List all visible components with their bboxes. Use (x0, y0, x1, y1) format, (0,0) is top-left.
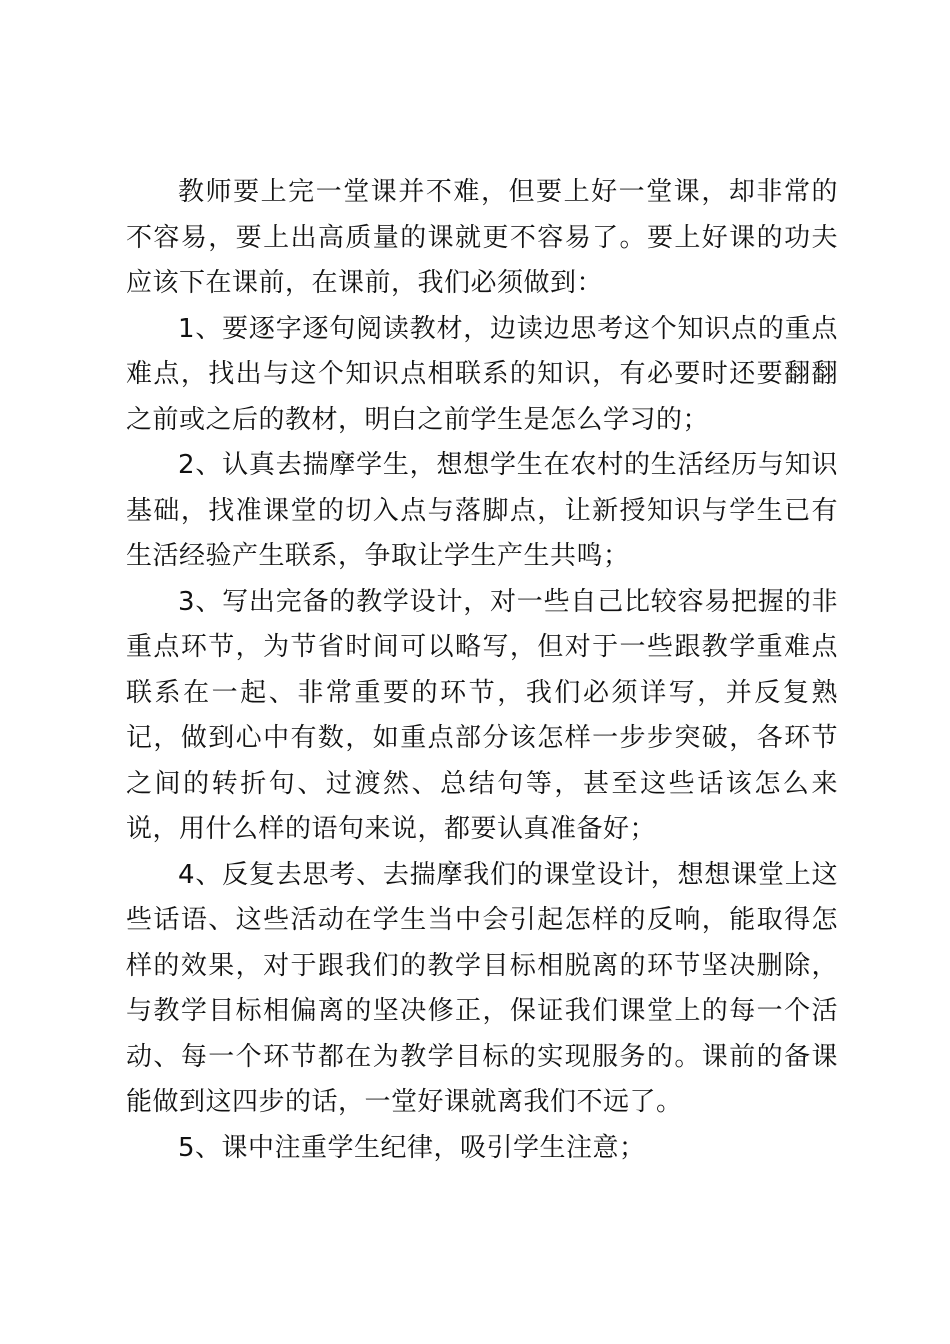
paragraph-item-1: 1、要逐字逐句阅读教材，边读边思考这个知识点的重点难点，找出与这个知识点相联系的知识，有必要时还要翻翻之前或之后的教材，明白之前学生是怎么学习的； (126, 313, 838, 435)
paragraph-item-3: 3、写出完备的教学设计，对一些自己比较容易把握的非重点环节，为节省时间可以略写，但对于一些跟教学重难点联系在一起、非常重要的环节，我们必须详写，并反复熟记，做到心中有数，如重点部分该怎样一步步突破，各环节之间的转折句、过渡然、总结句等，甚至这些话该怎么来说，用什么样的语句来说，都要认真准备好； (126, 586, 838, 844)
paragraph-intro: 教师要上完一堂课并不难，但要上好一堂课，却非常的不容易，要上出高质量的课就更不容易了。要上好课的功夫应该下在课前，在课前，我们必须做到： (126, 177, 838, 298)
document-body (126, 170, 838, 1171)
paragraph-item-4: 4、反复去思考、去揣摩我们的课堂设计，想想课堂上这些话语、这些活动在学生当中会引起怎样的反响，能取得怎样的效果，对于跟我们的教学目标相脱离的环节坚决删除，与教学目标相偏离的坚决修正，保证我们课堂上的每一个活动、每一个环节都在为教学目标的实现服务的。课前的备课能做到这四步的话，一堂好课就离我们不远了。 (126, 859, 838, 1117)
paragraph-item-2: 2、认真去揣摩学生，想想学生在农村的生活经历与知识基础，找准课堂的切入点与落脚点，让新授知识与学生已有生活经验产生联系，争取让学生产生共鸣； (126, 450, 838, 571)
paragraph-item-5: 5、课中注重学生纪律，吸引学生注意； (178, 1132, 646, 1163)
